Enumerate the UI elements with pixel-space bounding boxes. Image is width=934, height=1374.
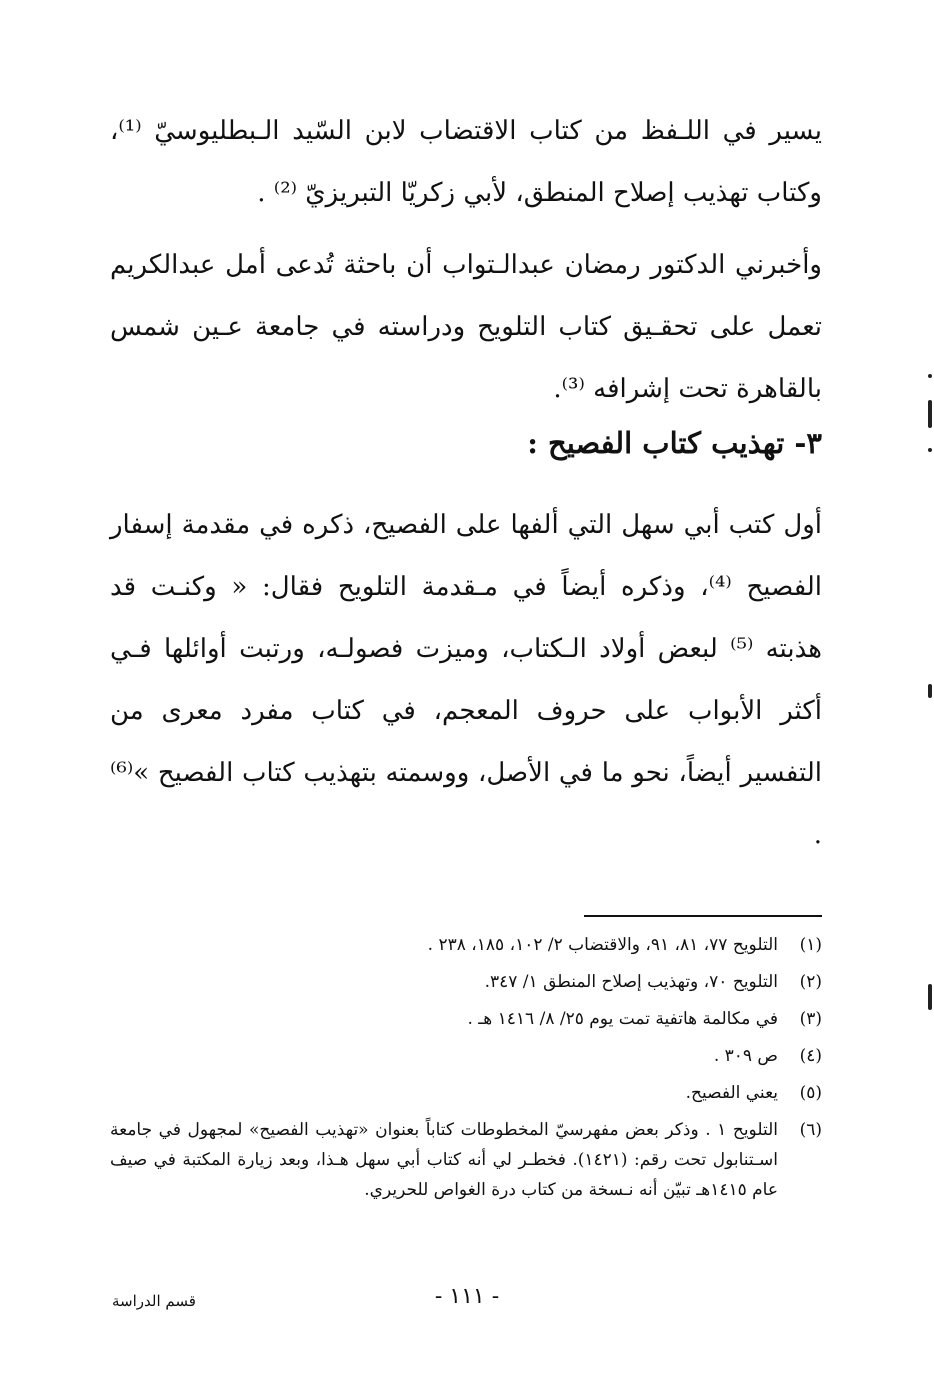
- scan-mark: [928, 984, 932, 1010]
- footnote-number: (٥): [799, 1083, 822, 1103]
- footnote-item: [110, 1041, 822, 1071]
- page-number: - ١١١ -: [434, 1284, 500, 1309]
- footnote-number: (١): [799, 935, 822, 955]
- footnote-number: (٣): [799, 1009, 822, 1029]
- footnote-text: ص ٣٠٩ .: [713, 1046, 778, 1066]
- footnote-text: التلويح ٧٠، وتهذيب إصلاح المنطق ١/ ٣٤٧.: [484, 972, 778, 992]
- paragraph-3: أول كتب أبي سهل التي ألفها على الفصيح، ذكره في مقدمة إسفار الفصيح ⁽⁴⁾، وذكره أيضاً في مـقدمة التلويح فقال: « وكنـت قد هذبته ⁽⁵⁾ لبعض أولاد الـكتاب، وميزت فصولـه، ورتبت أوائلها فـي أكثر الأبواب على حروف المعجم، في كتاب مفرد معرى من التفسير أيضاً، نحو ما في الأصل، ووسمته بتهذيب كتاب الفصيح »⁽⁶⁾ .: [110, 510, 823, 850]
- footnote-text: التلويح ٧٧، ٨١، ٩١، والاقتضاب ٢/ ١٠٢، ١٨٥، ٢٣٨ .: [427, 935, 778, 955]
- footnote-number: (٢): [799, 972, 822, 992]
- scan-mark: [928, 448, 932, 452]
- footnote-text: التلويح ١ . وذكر بعض مفهرسيّ المخطوطات كتاباً بعنوان «تهذيب الفصيح» لمجهول في جامعة اسـتنابول تحت رقم: (١٤٢١). فخطـر لي أنه كتاب أبي سهل هـذا، وبعد زيارة المكتبة في صيف عام ١٤١٥هـ تبيّن أنه نـسخة من كتاب درة الغواص للحريري.: [110, 1120, 779, 1200]
- footnote-item: [110, 1078, 822, 1108]
- footnote-text: في مكالمة هاتفية تمت يوم ٢٥/ ٨/ ١٤١٦ هـ .: [467, 1009, 778, 1029]
- footnote-number: (٦): [799, 1120, 822, 1140]
- footnote-item: [110, 1004, 822, 1034]
- footnotes-list: [110, 930, 822, 1212]
- scan-mark: [928, 684, 932, 698]
- footnote-number: (٤): [799, 1046, 822, 1066]
- scan-mark: [928, 400, 932, 428]
- paragraph-2: وأخبرني الدكتور رمضان عبدالـتواب أن باحثة تُدعى أمل عبدالكريم تعمل على تحقـيق كتاب التلويح ودراسته في جامعة عـين شمس بالقاهرة تحت إشرافه ⁽³⁾.: [110, 250, 822, 404]
- footnote-separator: [584, 915, 822, 917]
- footnote-item: [110, 967, 822, 997]
- paragraph-1: يسير في اللـفظ من كتاب الاقتضاب لابن السّيد الـبطليوسيّ ⁽¹⁾، وكتاب تهذيب إصلاح المنطق، لأبي زكريّا التبريزيّ ⁽²⁾ .: [110, 116, 822, 208]
- section-label: قسم الدراسة: [112, 1292, 196, 1310]
- scan-mark: [928, 374, 932, 378]
- section-heading: ٣- تهذيب كتاب الفصيح :: [527, 426, 822, 460]
- footnote-item: [110, 1115, 822, 1205]
- footnote-text: يعني الفصيح.: [685, 1083, 778, 1103]
- footnote-item: [110, 930, 822, 960]
